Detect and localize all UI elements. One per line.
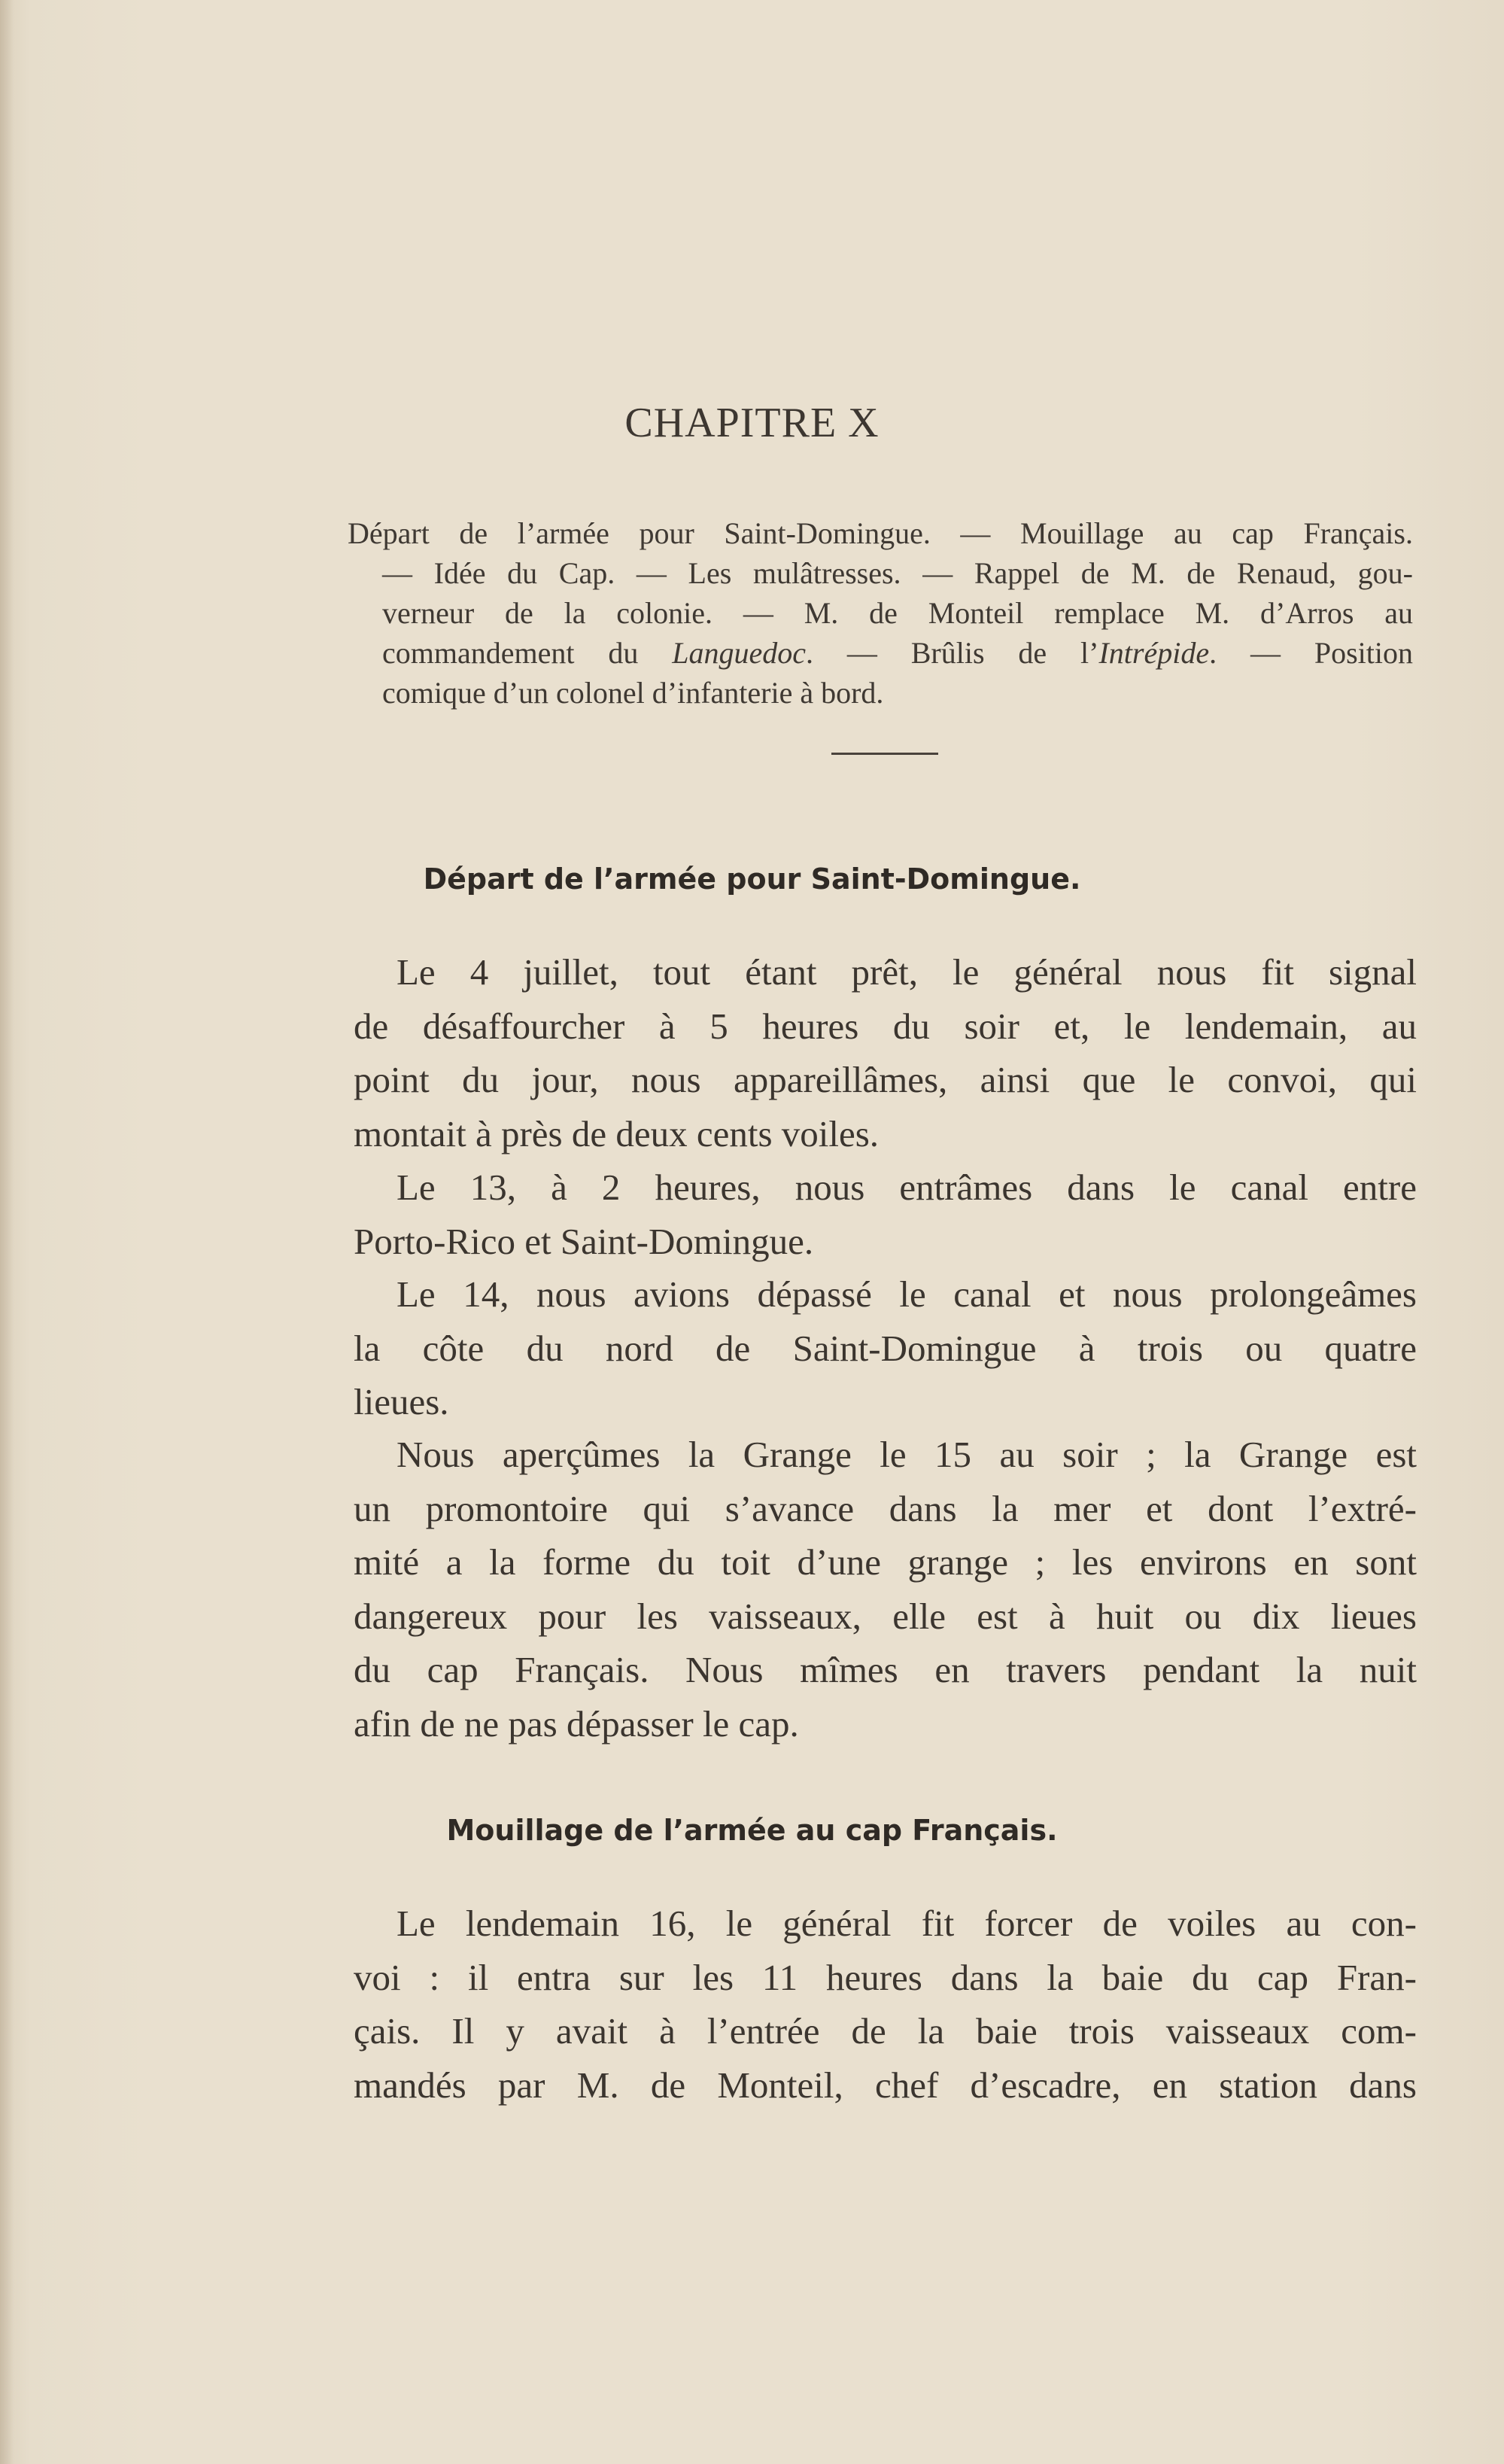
section-divider xyxy=(831,753,938,755)
ship-name-languedoc: Languedoc xyxy=(672,636,806,670)
paragraph xyxy=(354,1897,1417,2112)
summary-line xyxy=(348,633,1413,673)
text-line: Le lendemain 16, le général fit forcer de voiles au con- xyxy=(397,1903,1417,1944)
text-line: montait à près de deux cents voiles. xyxy=(354,1112,880,1154)
text-line: lieues. xyxy=(354,1381,449,1422)
paragraph xyxy=(354,1161,1417,1268)
text-line: Le 4 juillet, tout étant prêt, le général nous fit signal xyxy=(397,951,1417,993)
text-line: la côte du nord de Saint-Domingue à trois ou quatre xyxy=(354,1327,1417,1369)
paragraph xyxy=(354,1267,1417,1429)
text-line: voi : il entra sur les 11 heures dans la baie du cap Fran- xyxy=(354,1956,1417,1998)
ship-name-intrepide: Intrépide xyxy=(1098,636,1210,670)
text-line: çais. Il y avait à l’entrée de la baie trois vaisseaux com- xyxy=(354,2010,1417,2052)
summary-line: — Idée du Cap. — Les mulâtresses. — Rappel de M. de Renaud, gou- xyxy=(382,556,1413,590)
text-line: dangereux pour les vaisseaux, elle est à huit ou dix lieues xyxy=(354,1595,1417,1637)
text-line: Le 14, nous avions dépassé le canal et nous prolongeâmes xyxy=(397,1273,1417,1315)
section-heading: Mouillage de l’armée au cap Français. xyxy=(446,1814,1058,1847)
summary-line: Départ de l’armée pour Saint-Domingue. — Mouillage au cap Français. xyxy=(348,516,1413,550)
summary-text: commandement du xyxy=(382,636,639,670)
chapter-title: CHAPITRE X xyxy=(624,400,880,446)
text-line: Nous aperçûmes la Grange le 15 au soir ; la Grange est xyxy=(397,1434,1417,1475)
text-line: Porto-Rico et Saint-Domingue. xyxy=(354,1220,814,1262)
text-line: mandés par M. de Monteil, chef d’escadre, en station dans xyxy=(354,2064,1417,2106)
paragraph xyxy=(354,945,1417,1161)
summary-text: . — Brûlis de l’ xyxy=(805,636,1099,670)
text-line: du cap Français. Nous mîmes en travers pendant la nuit xyxy=(354,1649,1417,1690)
text-line: point du jour, nous appareillâmes, ainsi que le convoi, qui xyxy=(354,1059,1417,1100)
text-line: un promontoire qui s’avance dans la mer et dont l’extré- xyxy=(354,1487,1417,1529)
text-line: Le 13, à 2 heures, nous entrâmes dans le canal entre xyxy=(397,1167,1417,1208)
summary-line: comique d’un colonel d’infanterie à bord. xyxy=(382,676,884,710)
summary-line: verneur de la colonie. — M. de Monteil remplace M. d’Arros au xyxy=(382,596,1413,630)
page-binding-shadow xyxy=(0,0,14,2464)
paragraph xyxy=(354,1428,1417,1751)
summary-text: . — Position xyxy=(1209,636,1413,670)
section-heading: Départ de l’armée pour Saint-Domingue. xyxy=(423,862,1081,896)
chapter-summary xyxy=(348,513,1413,713)
text-line: mité a la forme du toit d’une grange ; les environs en sont xyxy=(354,1541,1417,1583)
text-line: de désaffourcher à 5 heures du soir et, le lendemain, au xyxy=(354,1005,1417,1047)
text-line: afin de ne pas dépasser le cap. xyxy=(354,1702,799,1745)
